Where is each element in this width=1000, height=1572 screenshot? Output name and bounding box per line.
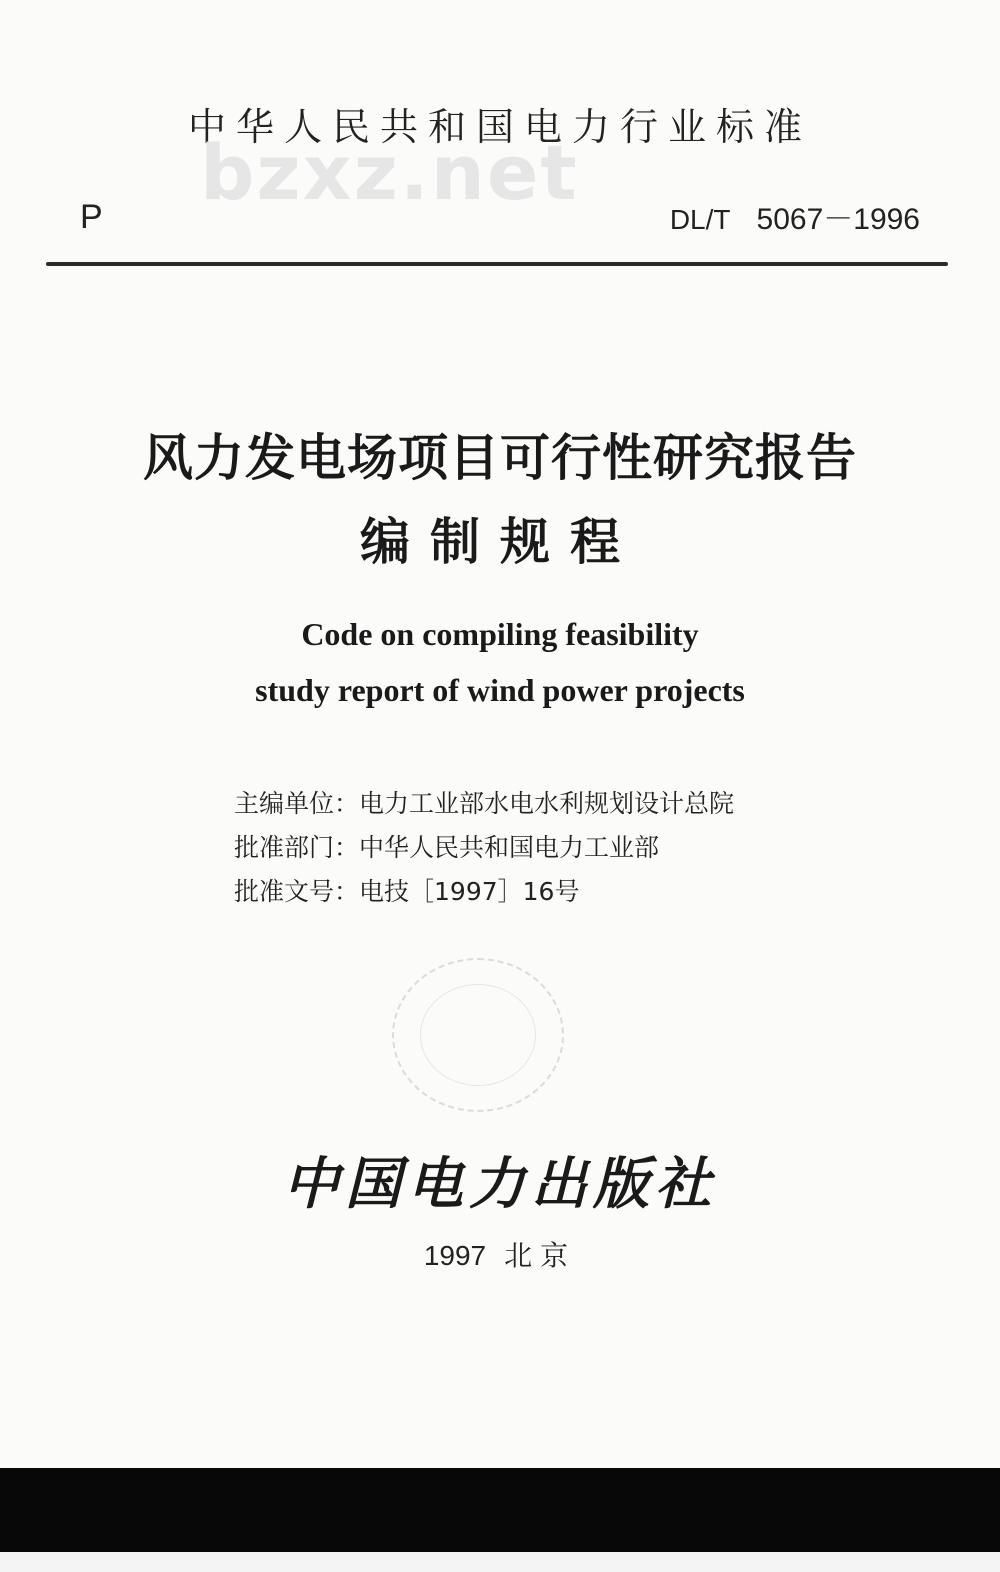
scan-bottom-strip (0, 1552, 1000, 1572)
title-english-line-2: study report of wind power projects (255, 672, 745, 708)
title-chinese-line-1: 风力发电场项目可行性研究报告 (143, 429, 857, 487)
standard-number-value: 5067－1996 (756, 203, 920, 236)
approver-row (234, 826, 734, 870)
publisher-name: 中国电力出版社 (283, 1151, 717, 1217)
title-chinese-line-2: 编制规程 (360, 513, 640, 571)
doc-number-label: 批准文号： (234, 877, 360, 906)
approver-label: 批准部门： (234, 833, 360, 862)
standard-prefix: DL/T (669, 204, 731, 235)
faded-stamp-icon (392, 958, 564, 1112)
watermark: bzxz.net (200, 128, 579, 217)
publication-info (0, 1234, 1000, 1274)
header-divider (46, 262, 948, 266)
publication-city: 北京 (504, 1239, 577, 1272)
doc-number-value: 电技［1997］16号 (359, 877, 580, 906)
standard-number (670, 194, 920, 238)
editor-value: 电力工业部水电水利规划设计总院 (359, 789, 735, 818)
editor-row (234, 782, 734, 826)
title-english-line-1: Code on compiling feasibility (301, 616, 699, 652)
approver-value: 中华人民共和国电力工业部 (359, 833, 660, 862)
publication-year: 1997 (423, 1240, 487, 1271)
classification-code: P (80, 198, 103, 236)
editor-label: 主编单位： (234, 789, 360, 818)
doc-number-row (234, 870, 734, 914)
standard-series-title: 中华人民共和国电力行业标准 (187, 105, 812, 149)
document-metadata (234, 782, 734, 914)
